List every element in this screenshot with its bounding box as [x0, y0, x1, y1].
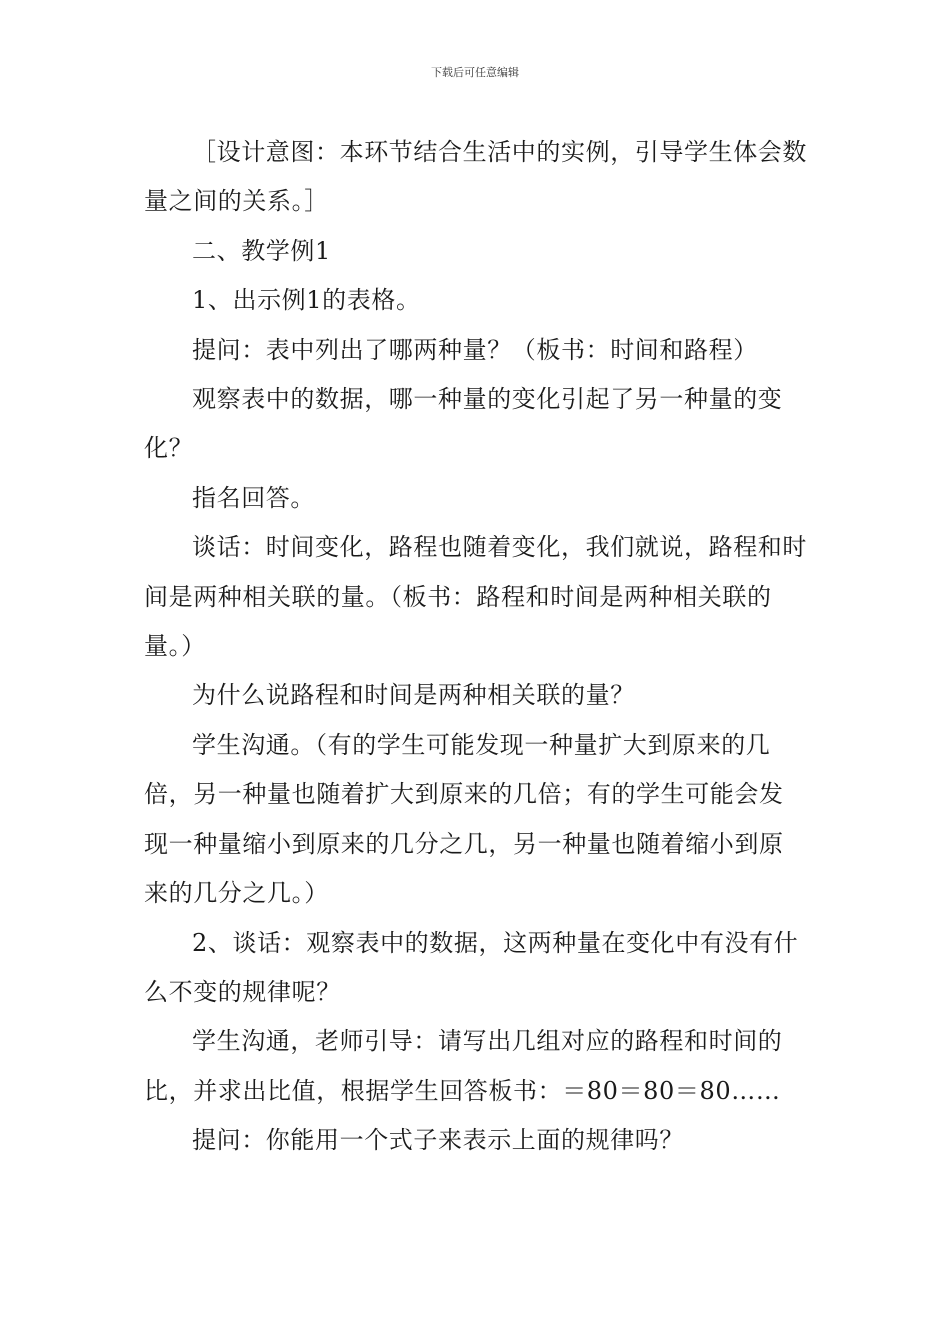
- paragraph: 学生沟通，老师引导：请写出几组对应的路程和时间的比，并求出比值，根据学生回答板书：＝80＝80＝80……: [144, 1027, 783, 1105]
- paragraph: 为什么说路程和时间是两种相关联的量？: [192, 681, 635, 710]
- paragraph: 谈话：时间变化，路程也随着变化，我们就说，路程和时间是两种相关联的量。（板书：路程和时间是两种相关联的量。）: [144, 533, 807, 661]
- paragraph: 1、出示例1的表格。: [192, 286, 421, 315]
- paragraph: 指名回答。: [192, 483, 315, 512]
- paragraph: 学生沟通。（有的学生可能发现一种量扩大到原来的几倍，另一种量也随着扩大到原来的几倍；有的学生可能会发现一种量缩小到原来的几分之几，另一种量也随着缩小到原来的几分之几。）: [144, 730, 784, 908]
- paragraph: 提问：你能用一个式子来表示上面的规律吗？: [192, 1126, 684, 1155]
- paragraph: 提问：表中列出了哪两种量？（板书：时间和路程）: [192, 335, 758, 364]
- section-heading: 二、教学例1: [192, 236, 331, 265]
- paragraph-design-intent: ［设计意图：本环节结合生活中的实例，引导学生体会数量之间的关系。］: [144, 138, 807, 216]
- paragraph: 观察表中的数据，哪一种量的变化引起了另一种量的变化？: [144, 385, 783, 463]
- paragraph: 2、谈话：观察表中的数据，这两种量在变化中有没有什么不变的规律呢？: [144, 928, 799, 1006]
- page-header: 下载后可任意编辑: [431, 66, 519, 79]
- document-body: [144, 128, 808, 1166]
